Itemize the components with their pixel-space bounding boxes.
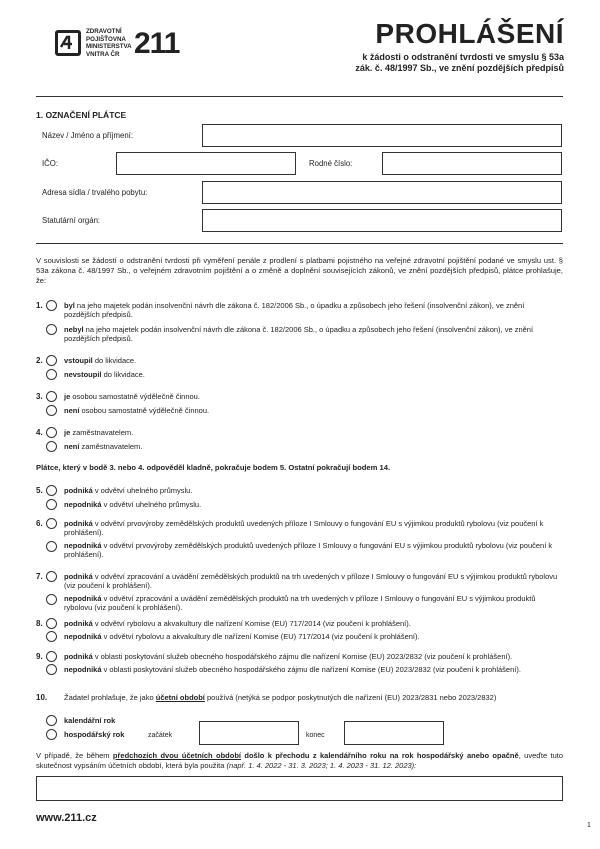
page-subtitle: k žádosti o odstranění tvrdosti ve smyslu § 53a zák. č. 48/1997 Sb., ve znění pozdějších předpisů: [355, 52, 564, 73]
statutory-field[interactable]: [202, 209, 562, 232]
rc-field[interactable]: [382, 152, 562, 175]
q1-option-a: byl na jeho majetek podán insolvenční návrh dle zákona č. 182/2006 Sb., o úpadku a způsobech jeho řešení (insolvenční zákon), ve znění pozdějších předpisů.: [64, 301, 525, 320]
q7-option-a: podniká v odvětví zpracování a uvádění zemědělských produktů na trh uvedených v příloze I Smlouvy o fungování EU s výjimkou produktů rybolovu (viz poučení k prohlášení).: [64, 572, 558, 591]
intro-text: V souvislosti se žádostí o odstranění tvrdosti při vyměření penále z prodlení s platbami pojistného na veřejné zdravotní pojištění podané ve smyslu ust. § 53a zákona č. 48/1997 Sb., o veřejném zdravotním pojištění a o změně a doplnění souvisejících zákonů, ve znění pozdějších předpisů, plátce prohlašuje, že:: [36, 256, 563, 286]
q8-option-a: podniká v odvětví rybolovu a akvakultury dle nařízení Komise (EU) 717/2014 (viz poučení k prohlášení).: [64, 619, 411, 628]
divider: [36, 96, 563, 97]
instruction-text: Plátce, který v bodě 3. nebo 4. odpověděl kladně, pokračuje bodem 5. Ostatní pokračují bodem 14.: [36, 463, 391, 472]
q2-radio-b[interactable]: [46, 369, 57, 380]
q7-radio-a[interactable]: [46, 571, 57, 582]
start-label: začátek: [148, 732, 173, 739]
q6-radio-b[interactable]: [46, 541, 57, 552]
q10-number: 10.: [36, 693, 48, 702]
q2-option-b: nevstoupil do likvidace.: [64, 370, 145, 379]
address-field[interactable]: [202, 181, 562, 204]
q4-radio-a[interactable]: [46, 427, 57, 438]
q9-option-a: podniká v oblasti poskytování služeb obecného hospodářského zájmu dle nařízení Komise (EU) 2023/2832 (viz poučení k prohlášení).: [64, 652, 513, 661]
q2-option-a: vstoupil do likvidace.: [64, 356, 137, 365]
name-field[interactable]: [202, 124, 562, 147]
name-label: Název / Jméno a příjmení:: [42, 131, 134, 140]
q7-option-b: nepodniká v odvětví zpracování a uvádění zemědělských produktů na trh uvedených v příloze I Smlouvy o fungování EU s výjimkou produktů rybolovu (viz poučení k prohlášení).: [64, 594, 536, 613]
q3-option-a: je osobou samostatně výdělečně činnou.: [64, 392, 200, 401]
q4-option-b: není zaměstnavatelem.: [64, 442, 143, 451]
page-title: PROHLÁŠENÍ: [375, 18, 564, 49]
q8-radio-b[interactable]: [46, 631, 57, 642]
q6-option-a: podniká v odvětví prvovýroby zemědělských produktů uvedených příloze I Smlouvy o fungování EU s výjimkou produktů rybolovu (viz poučení k prohlášení).: [64, 519, 544, 538]
q4-option-a: je zaměstnavatelem.: [64, 428, 134, 437]
q9-radio-a[interactable]: [46, 651, 57, 662]
section-title: 1. OZNAČENÍ PLÁTCE: [36, 110, 127, 120]
ico-label: IČO:: [42, 159, 59, 168]
q10-radio-fiscal[interactable]: [46, 729, 57, 740]
q4-number: 4.: [36, 428, 43, 437]
q1-radio-b[interactable]: [46, 324, 57, 335]
q9-option-b: nepodniká v oblasti poskytování služeb obecného hospodářského zájmu dle nařízení Komise (EU) 2023/2832 (viz poučení k prohlášení).: [64, 665, 521, 674]
q9-number: 9.: [36, 652, 43, 661]
periods-field[interactable]: [36, 776, 563, 801]
q10-option-calendar: kalendářní rok: [64, 716, 116, 725]
q10-option-fiscal: hospodářský rok: [64, 730, 125, 739]
q5-number: 5.: [36, 486, 43, 495]
q6-number: 6.: [36, 519, 43, 528]
q7-radio-b[interactable]: [46, 594, 57, 605]
q4-radio-b[interactable]: [46, 441, 57, 452]
q7-number: 7.: [36, 572, 43, 581]
footer-url[interactable]: www.211.cz: [36, 812, 97, 824]
q5-option-a: podniká v odvětví uhelného průmyslu.: [64, 486, 193, 495]
q3-radio-b[interactable]: [46, 405, 57, 416]
end-date-field[interactable]: [344, 721, 444, 745]
q3-radio-a[interactable]: [46, 391, 57, 402]
q2-number: 2.: [36, 356, 43, 365]
page-number: 1: [587, 822, 591, 829]
logo-number: 211: [134, 27, 180, 60]
rc-label: Rodné číslo:: [309, 159, 353, 168]
q6-radio-a[interactable]: [46, 518, 57, 529]
q5-radio-a[interactable]: [46, 485, 57, 496]
divider: [36, 243, 563, 244]
q2-radio-a[interactable]: [46, 355, 57, 366]
q10-radio-calendar[interactable]: [46, 715, 57, 726]
q5-radio-b[interactable]: [46, 499, 57, 510]
logo-icon: [55, 30, 81, 56]
q8-radio-a[interactable]: [46, 618, 57, 629]
q9-radio-b[interactable]: [46, 664, 57, 675]
statutory-label: Statutární orgán:: [42, 216, 101, 225]
q8-option-b: nepodniká v odvětví rybolovu a akvakultury dle nařízení Komise (EU) 717/2014 (viz poučení k prohlášení).: [64, 632, 420, 641]
ico-field[interactable]: [116, 152, 296, 175]
q8-number: 8.: [36, 619, 43, 628]
start-date-field[interactable]: [199, 721, 299, 745]
q3-number: 3.: [36, 392, 43, 401]
change-text: V případě, že během předchozích dvou účetních období došlo k přechodu z kalendářního roku na rok hospodářský anebo opačně, uveďte tuto skutečnost vypsáním účetních období, která byla použita (např. 1. 4. 2022 - 31. 3. 2023; 1. 4. 2023 - 31. 12. 2023):: [36, 751, 564, 770]
q3-option-b: není osobou samostatně výdělečně činnou.: [64, 406, 210, 415]
q10-text: Žadatel prohlašuje, že jako účetní období používá (netýká se podpor poskytnutých dle nařízení (EU) 2023/2831 nebo 2023/2832): [64, 693, 497, 702]
logo-text: ZDRAVOTNÍ POJIŠŤOVNA MINISTERSTVA VNITRA ČR: [86, 28, 132, 58]
q6-option-b: nepodniká v odvětví prvovýroby zemědělských produktů uvedených příloze I Smlouvy o fungování EU s výjimkou produktů rybolovu (viz poučení k prohlášení).: [64, 541, 553, 560]
q5-option-b: nepodniká v odvětví uhelného průmyslu.: [64, 500, 202, 509]
q1-radio-a[interactable]: [46, 300, 57, 311]
address-label: Adresa sídla / trvalého pobytu:: [42, 188, 148, 197]
q1-option-b: nebyl na jeho majetek podán insolvenční návrh dle zákona č. 182/2006 Sb., o úpadku a způsobech jeho řešení (insolvenční zákon), ve znění pozdějších předpisů.: [64, 325, 534, 344]
q1-number: 1.: [36, 301, 43, 310]
end-label: konec: [306, 732, 325, 739]
